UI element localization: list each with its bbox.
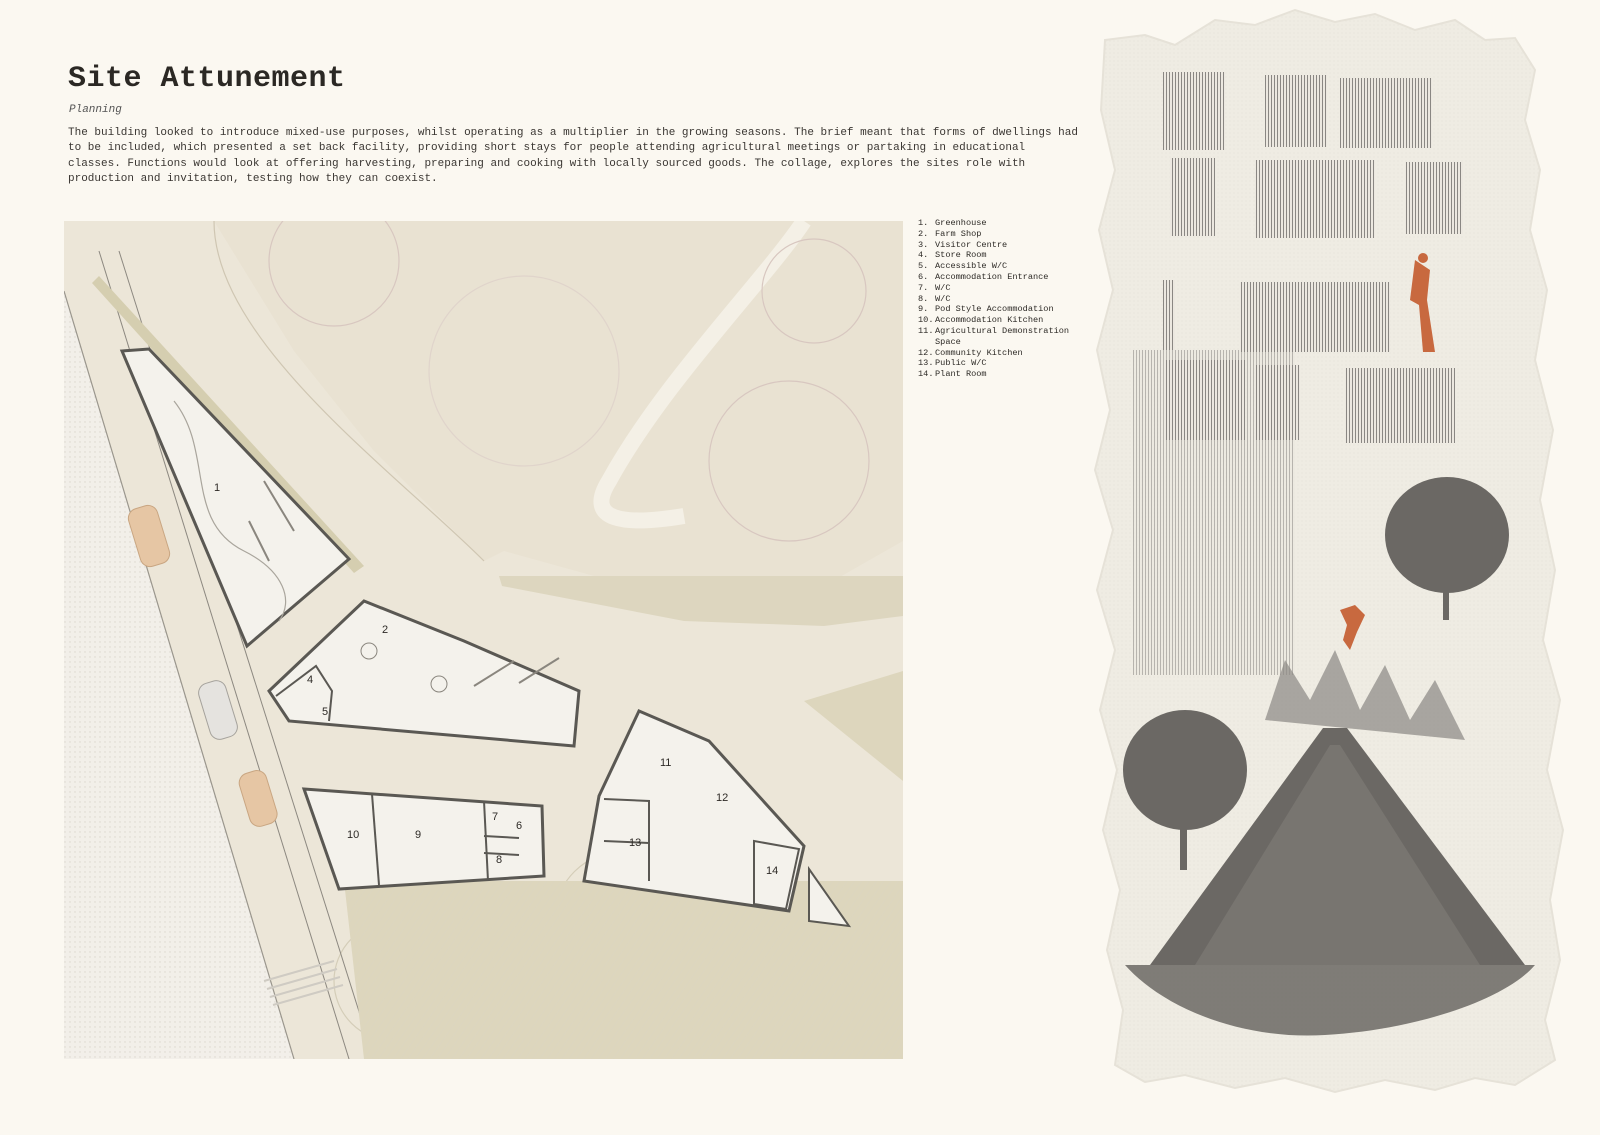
svg-text:2: 2 — [382, 624, 389, 636]
svg-text:9: 9 — [415, 829, 422, 841]
legend-item: 2. Farm Shop — [918, 228, 982, 239]
legend-item: 11. Agricultural Demonstration Space — [918, 325, 1070, 347]
svg-text:13: 13 — [629, 837, 642, 849]
site-plan — [64, 221, 903, 1059]
legend-item: 9. Pod Style Accommodation — [918, 304, 1054, 315]
legend-item: 1. Greenhouse — [918, 218, 987, 228]
legend-item: 12. Community Kitchen — [918, 347, 1023, 358]
legend-item: 13. Public W/C — [918, 358, 987, 369]
legend-item: 4. Store Room — [918, 250, 987, 261]
accommodation-block — [304, 789, 544, 889]
legend-item: 7. W/C — [918, 282, 951, 293]
project-description: The building looked to introduce mixed-use purposes, whilst operating as a multiplier in the growing seasons. The brief meant that forms of dwellings had to be included, which presented a set back facility, providing short stays for people attending agricultural meetings or partaking in educational classes. Functions would look at offering harvesting, preparing and cooking with locally sourced goods. The collage, explores the sites role with production and invitation, testing how they can coexist. — [68, 127, 1078, 186]
room-legend — [918, 218, 1086, 380]
svg-text:10: 10 — [347, 829, 360, 841]
tree-left — [1123, 710, 1247, 830]
legend-item: 8. W/C — [918, 293, 951, 304]
legend-item: 3. Visitor Centre — [918, 239, 1008, 250]
tree-right — [1385, 477, 1509, 593]
svg-text:4: 4 — [307, 674, 314, 686]
svg-text:7: 7 — [492, 811, 499, 823]
svg-text:8: 8 — [496, 854, 503, 866]
site-plan-drawing — [64, 221, 903, 1059]
page-subtitle: Planning — [69, 104, 122, 116]
svg-text:11: 11 — [660, 757, 672, 769]
collage — [1085, 0, 1600, 1131]
vertical-texture — [1133, 350, 1295, 675]
legend-item: 10. Accommodation Kitchen — [918, 315, 1044, 326]
legend-item: 5. Accessible W/C — [918, 261, 1008, 272]
collage-image — [1085, 0, 1600, 1131]
svg-text:1: 1 — [214, 482, 221, 494]
page-title: Site Attunement — [68, 62, 346, 96]
svg-text:12: 12 — [716, 792, 729, 804]
svg-text:14: 14 — [766, 865, 779, 877]
svg-text:6: 6 — [516, 820, 523, 832]
legend-item: 6. Accommodation Entrance — [918, 271, 1049, 282]
svg-text:5: 5 — [322, 706, 329, 718]
legend-item: 14. Plant Room — [918, 369, 987, 380]
